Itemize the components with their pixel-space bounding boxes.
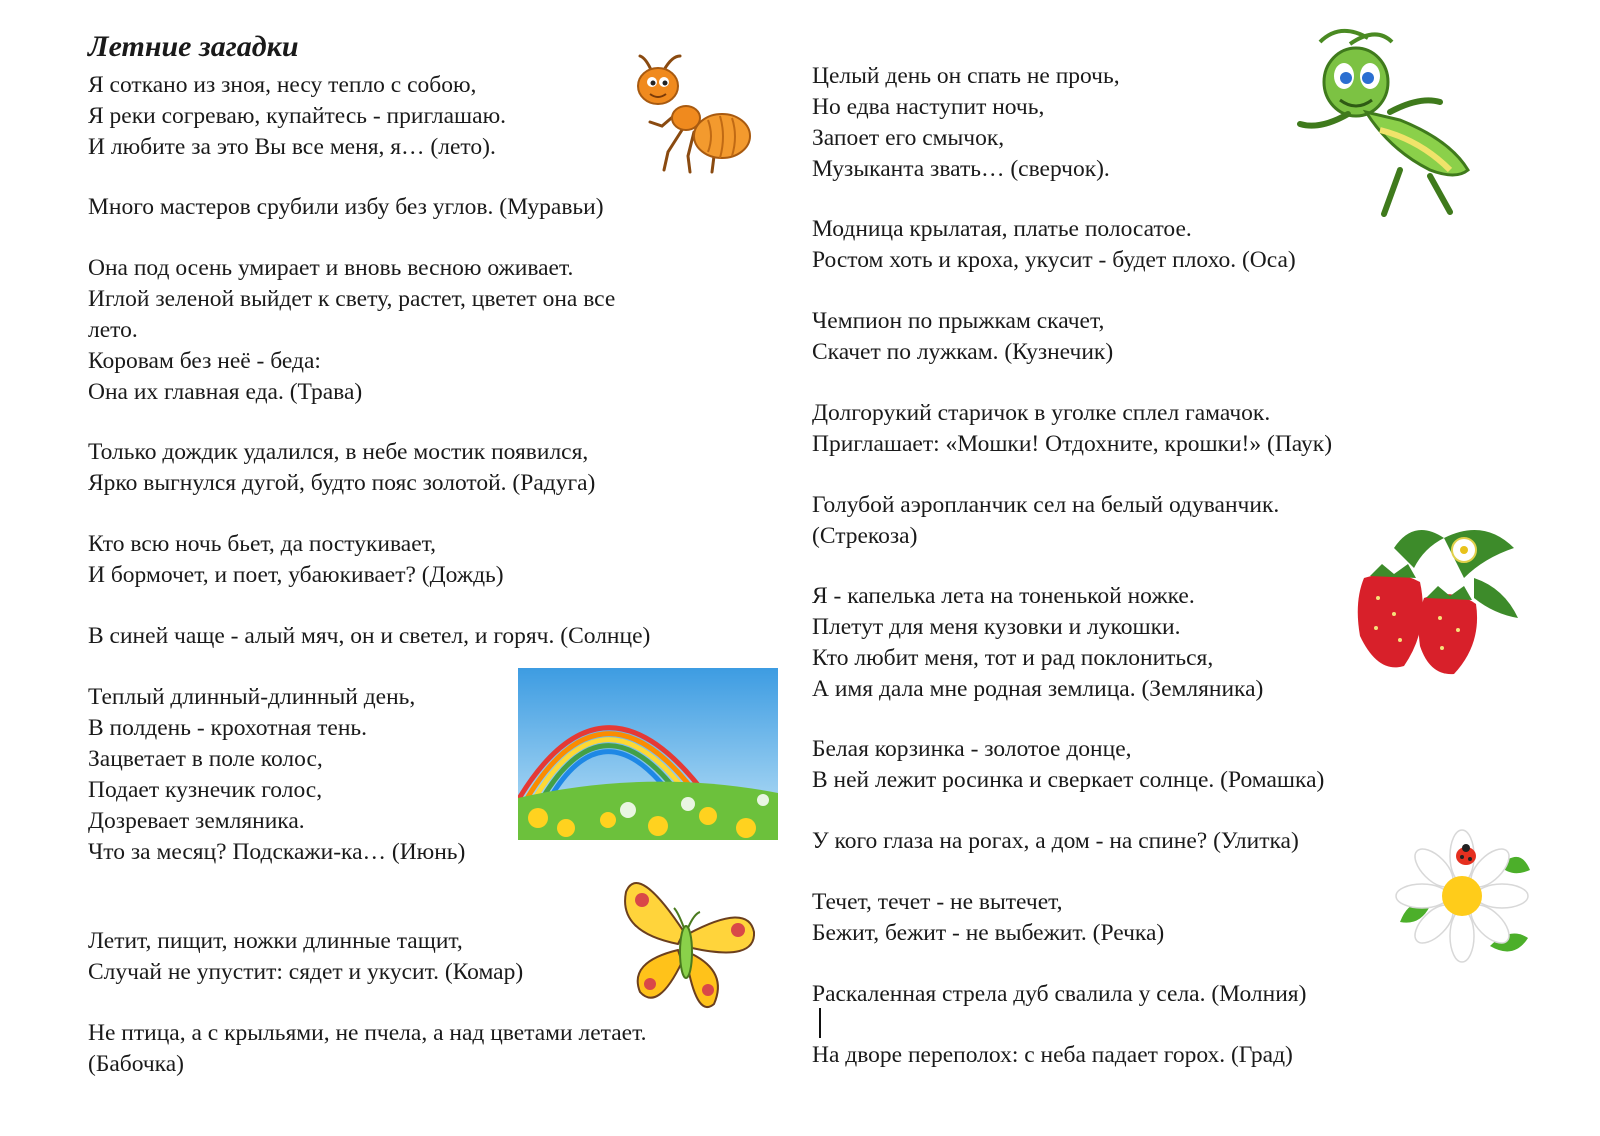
riddle-line: Подает кузнечик голос, bbox=[88, 777, 323, 803]
riddle-wasp bbox=[812, 214, 1296, 276]
riddle-line: Чемпион по прыжкам скачет, bbox=[812, 308, 1105, 334]
riddle-river bbox=[812, 887, 1164, 949]
riddle-line: Плетут для меня кузовки и лукошки. bbox=[812, 614, 1181, 640]
riddle-line: В полдень - крохотная тень. bbox=[88, 715, 368, 741]
text-cursor bbox=[819, 1008, 821, 1038]
daisy-icon bbox=[1390, 826, 1534, 964]
riddle-line: Целый день он спать не прочь, bbox=[812, 63, 1120, 89]
riddle-line: Она их главная еда. (Трава) bbox=[88, 379, 363, 405]
riddle-line: Она под осень умирает и вновь весною оживает. bbox=[88, 255, 574, 281]
riddle-line: Коровам без неё - беда: bbox=[88, 348, 321, 374]
riddle-line: Теплый длинный-длинный день, bbox=[88, 684, 416, 710]
riddle-butterfly bbox=[88, 1018, 646, 1080]
riddle-line: Летит, пищит, ножки длинные тащит, bbox=[88, 928, 463, 954]
riddle-line: В синей чаще - алый мяч, он и светел, и горяч. (Солнце) bbox=[88, 623, 651, 649]
riddle-grass bbox=[88, 253, 615, 408]
riddle-line: Ростом хоть и кроха, укусит - будет плохо. (Оса) bbox=[812, 247, 1296, 273]
riddle-grasshopper bbox=[812, 306, 1113, 368]
riddle-cricket bbox=[812, 61, 1120, 185]
riddle-strawberry bbox=[812, 581, 1263, 705]
riddle-line: Что за месяц? Подскажи-ка… (Июнь) bbox=[88, 839, 466, 865]
riddle-line: Я реки согреваю, купайтесь - приглашаю. bbox=[88, 103, 507, 129]
riddle-rain bbox=[88, 529, 504, 591]
riddle-line: А имя дала мне родная землица. (Земляника) bbox=[812, 676, 1264, 702]
riddle-line: Не птица, а с крыльями, не пчела, а над цветами летает. bbox=[88, 1020, 647, 1046]
riddle-line: Иглой зеленой выйдет к свету, растет, цветет она все bbox=[88, 286, 616, 312]
riddle-line: У кого глаза на рогах, а дом - на спине? (Улитка) bbox=[812, 828, 1299, 854]
riddle-line: Раскаленная стрела дуб свалила у села. (Молния) bbox=[812, 981, 1307, 1007]
grasshopper-icon bbox=[1280, 20, 1480, 220]
rainbow-picture bbox=[518, 668, 778, 840]
strawberry-icon bbox=[1354, 518, 1520, 678]
riddle-line: На дворе переполох: с неба падает горох. (Град) bbox=[812, 1042, 1293, 1068]
riddle-line: Ярко выгнулся дугой, будто пояс золотой. (Радуга) bbox=[88, 470, 596, 496]
riddle-line: (Стрекоза) bbox=[812, 523, 918, 549]
riddle-line: Музыканта звать… (сверчок). bbox=[812, 156, 1110, 182]
riddle-line: Я соткано из зноя, несу тепло с собою, bbox=[88, 72, 477, 98]
riddle-snail bbox=[812, 826, 1299, 857]
riddle-june bbox=[88, 682, 465, 868]
riddle-line: Только дождик удалился, в небе мостик появился, bbox=[88, 439, 589, 465]
riddle-line: Дозревает земляника. bbox=[88, 808, 305, 834]
riddle-mosquito bbox=[88, 926, 523, 988]
riddle-line: Кто любит меня, тот и рад поклониться, bbox=[812, 645, 1214, 671]
page-title: Летние загадки bbox=[88, 30, 299, 63]
riddle-rainbow bbox=[88, 437, 595, 499]
riddle-hail bbox=[812, 1040, 1293, 1071]
riddle-dragonfly bbox=[812, 490, 1279, 552]
riddle-line: Зацветает в поле колос, bbox=[88, 746, 323, 772]
riddle-line: (Бабочка) bbox=[88, 1051, 184, 1077]
riddle-line: Кто всю ночь бьет, да постукивает, bbox=[88, 531, 437, 557]
riddle-line: Течет, течет - не вытечет, bbox=[812, 889, 1063, 915]
butterfly-icon bbox=[618, 872, 760, 1018]
riddle-line: Запоет его смычок, bbox=[812, 125, 1005, 151]
riddle-line: И любите за это Вы все меня, я… (лето). bbox=[88, 134, 496, 160]
riddle-line: Много мастеров срубили избу без углов. (Муравьи) bbox=[88, 194, 604, 220]
riddle-line: лето. bbox=[88, 317, 138, 343]
riddle-summer bbox=[88, 70, 506, 163]
riddle-line: Бежит, бежит - не выбежит. (Речка) bbox=[812, 920, 1165, 946]
riddle-line: Голубой аэропланчик сел на белый одуванчик. bbox=[812, 492, 1280, 518]
riddle-line: Долгорукий старичок в уголке сплел гамачок. bbox=[812, 400, 1271, 426]
riddle-daisy bbox=[812, 734, 1324, 796]
riddle-line: Но едва наступит ночь, bbox=[812, 94, 1045, 120]
riddle-line: Я - капелька лета на тоненькой ножке. bbox=[812, 583, 1195, 609]
riddle-sun bbox=[88, 621, 650, 652]
riddle-line: И бормочет, и поет, убаюкивает? (Дождь) bbox=[88, 562, 504, 588]
riddle-line: Скачет по лужкам. (Кузнечик) bbox=[812, 339, 1114, 365]
riddle-lightning bbox=[812, 979, 1306, 1010]
ant-icon bbox=[628, 52, 752, 180]
riddle-line: Случай не упустит: сядет и укусит. (Комар) bbox=[88, 959, 524, 985]
riddle-line: Белая корзинка - золотое донце, bbox=[812, 736, 1132, 762]
riddle-spider bbox=[812, 398, 1332, 460]
riddle-line: Приглашает: «Мошки! Отдохните, крошки!» (Паук) bbox=[812, 431, 1333, 457]
riddle-ants bbox=[88, 192, 604, 223]
riddle-line: Модница крылатая, платье полосатое. bbox=[812, 216, 1192, 242]
riddle-line: В ней лежит росинка и сверкает солнце. (Ромашка) bbox=[812, 767, 1325, 793]
